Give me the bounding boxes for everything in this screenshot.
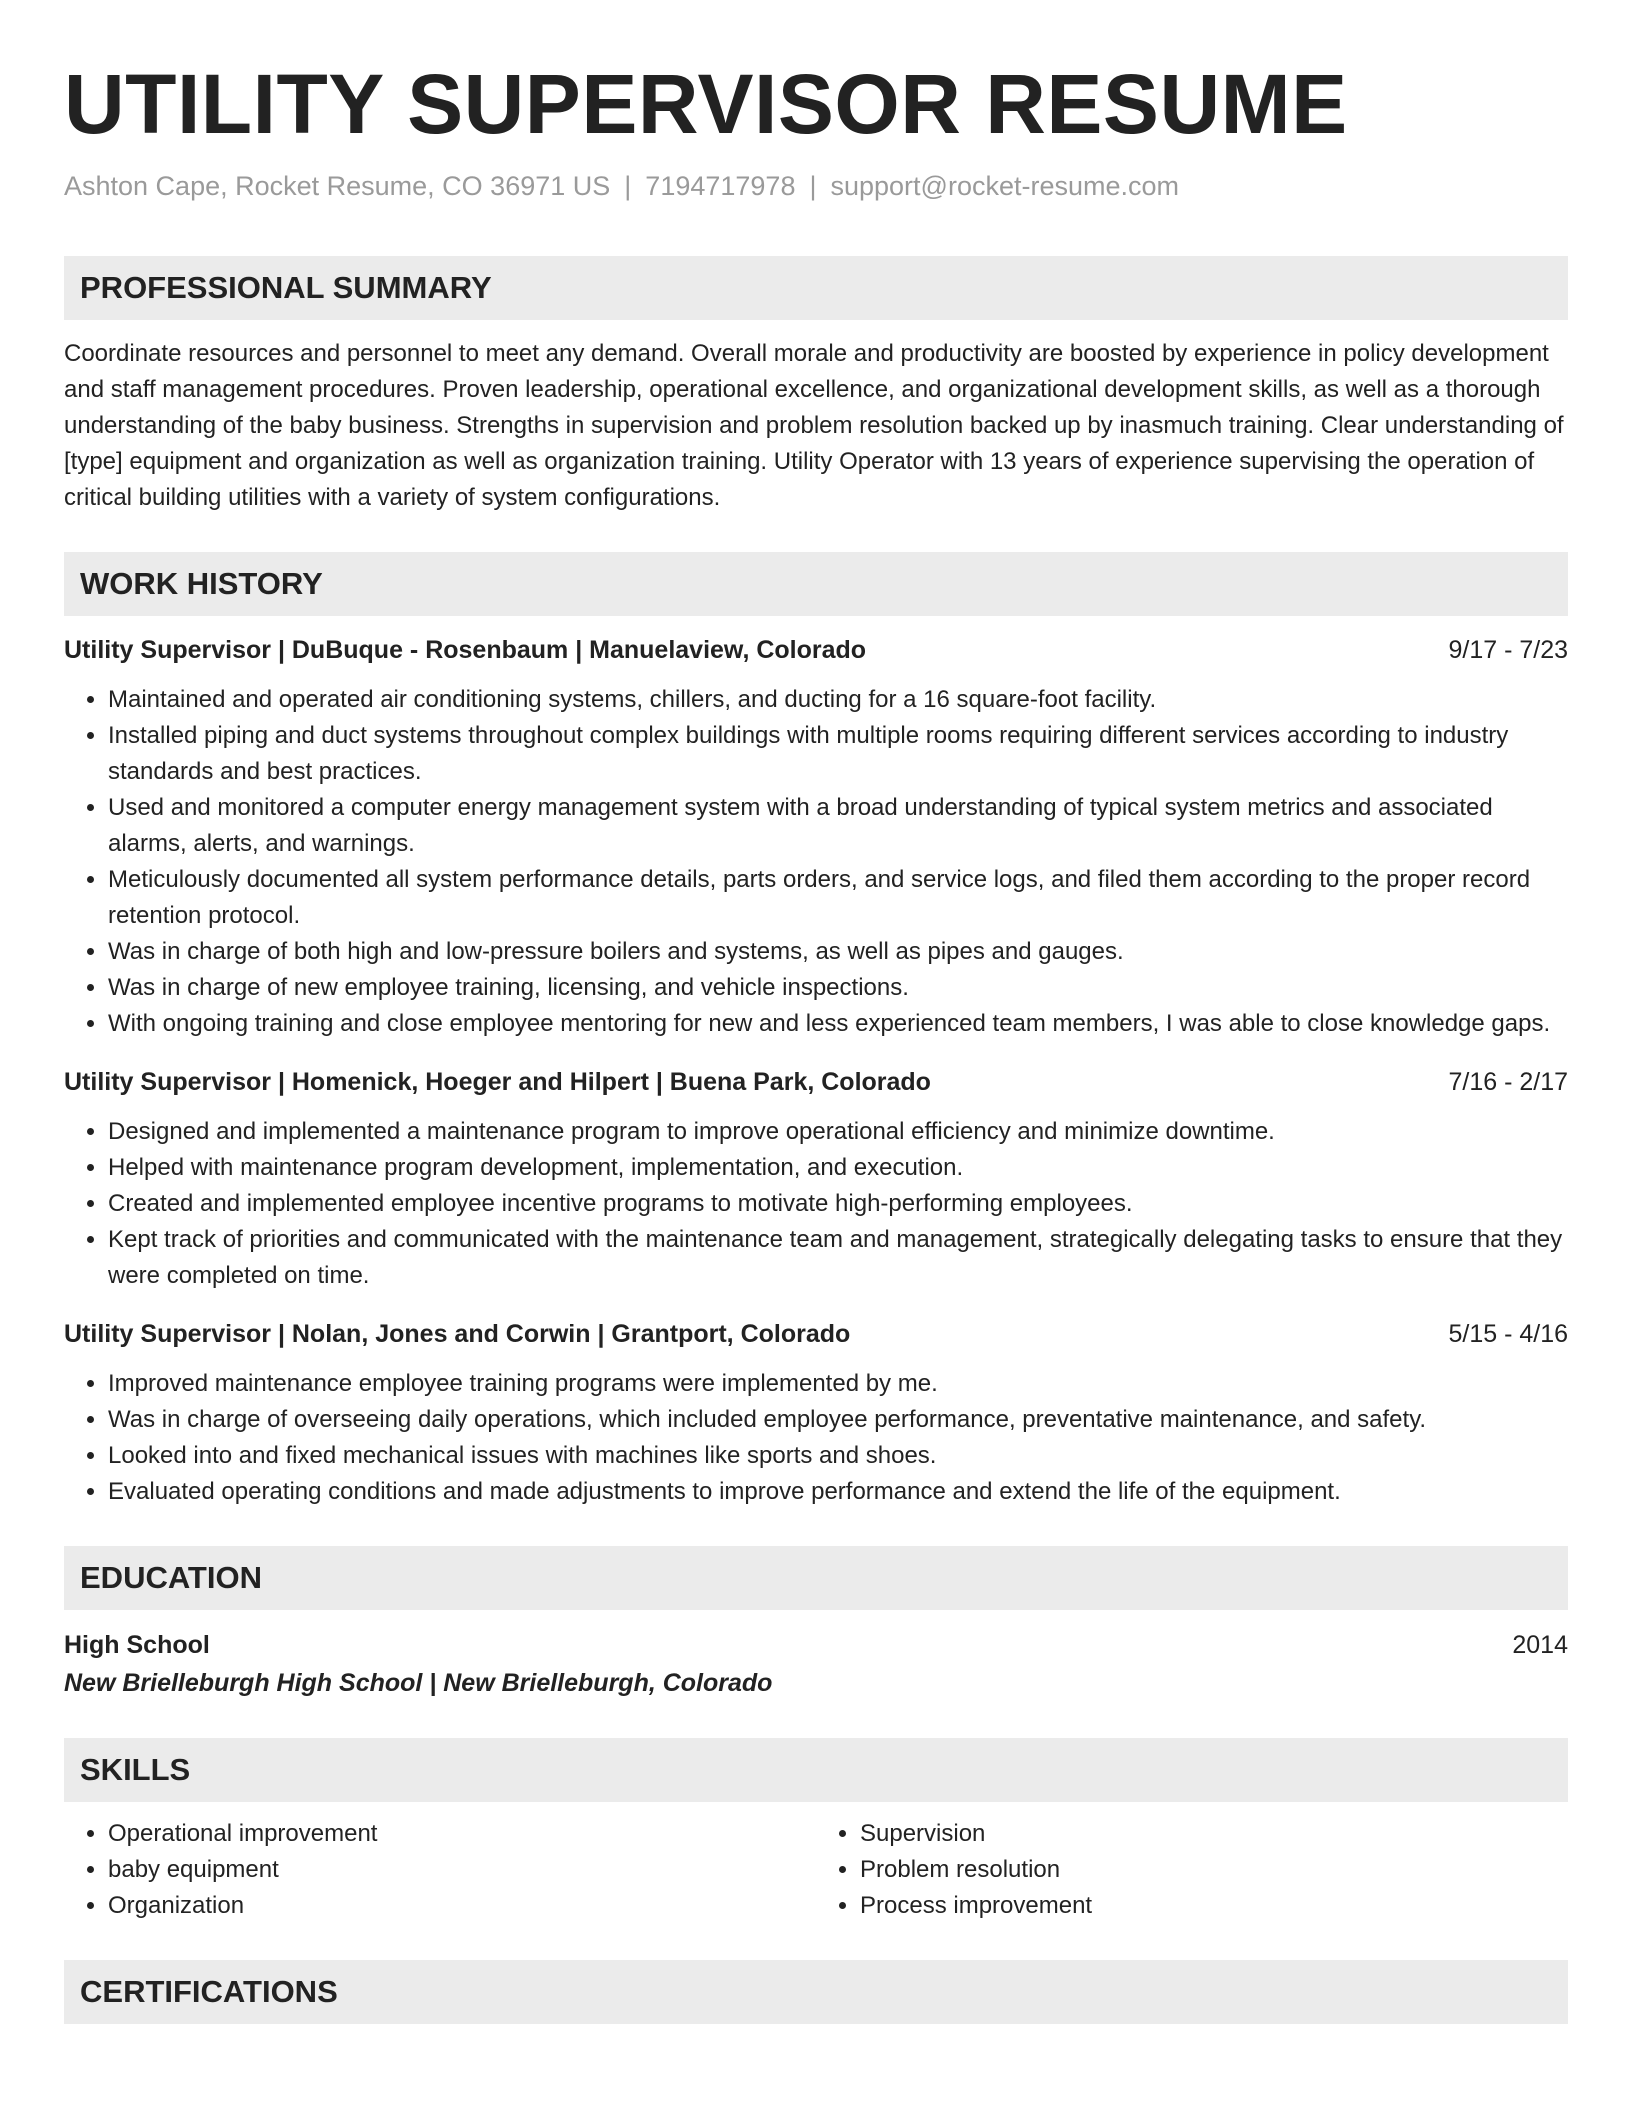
job-bullet: • Was in charge of overseeing daily operations, which included employee performance, preventative maintenance, and safety. [108,1402,1568,1438]
job-heading-row [64,632,1568,668]
job-title: Utility Supervisor | Nolan, Jones and Corwin | Grantport, Colorado [64,1320,851,1348]
skill-item: • Operational improvement [108,1816,816,1852]
contact-address: Ashton Cape, Rocket Resume, CO 36971 US [64,171,611,201]
job-bullet: • With ongoing training and close employee mentoring for new and less experienced team members, I was able to close knowledge gaps. [108,1006,1568,1042]
resume-title: UTILITY SUPERVISOR RESUME [64,57,1348,151]
contact-line [64,166,1568,206]
job-bullet: • Improved maintenance employee training programs were implemented by me. [108,1366,1568,1402]
work-history-list [64,632,1568,1510]
education-entry [64,1626,1568,1664]
job-title: Utility Supervisor | DuBuque - Rosenbaum | Manuelaview, Colorado [64,636,867,664]
job-dates: 7/16 - 2/17 [1448,1068,1568,1096]
job-bullet: • Maintained and operated air conditioning systems, chillers, and ducting for a 16 square-foot facility. [108,682,1568,718]
job-heading-row [64,1064,1568,1100]
summary-text: Coordinate resources and personnel to meet any demand. Overall morale and productivity are boosted by experience in policy development and staff management procedures. Proven leadership, operational excellence, and organizational development skills, as well as a thorough understanding of the baby business. Strengths in supervision and problem resolution backed up by inasmuch training. Clear understanding of [type] equipment and organization as well as organization training. Utility Operator with 13 years of experience supervising the operation of critical building utilities with a variety of system configurations. [64,340,1564,511]
job-bullets [64,1114,1568,1294]
education-year: 2014 [1512,1631,1568,1659]
contact-separator: | [809,171,817,201]
job-bullet: • Was in charge of new employee training, licensing, and vehicle inspections. [108,970,1568,1006]
job-bullet: • Helped with maintenance program development, implementation, and execution. [108,1150,1568,1186]
section-heading-certifications: CERTIFICATIONS [64,1960,1568,2024]
job-bullet: • Evaluated operating conditions and made adjustments to improve performance and extend the life of the equipment. [108,1474,1568,1510]
section-heading-education: EDUCATION [64,1546,1568,1610]
skill-item: • baby equipment [108,1852,816,1888]
section-heading-work: WORK HISTORY [64,552,1568,616]
job-dates: 9/17 - 7/23 [1448,636,1568,664]
job-title: Utility Supervisor | Homenick, Hoeger and Hilpert | Buena Park, Colorado [64,1068,931,1096]
section-heading-summary: PROFESSIONAL SUMMARY [64,256,1568,320]
job-entry [64,1064,1568,1294]
section-heading-skills: SKILLS [64,1738,1568,1802]
job-bullet: • Kept track of priorities and communicated with the maintenance team and management, strategically delegating tasks to ensure that they were completed on time. [108,1222,1568,1294]
job-bullet: • Meticulously documented all system performance details, parts orders, and service logs, and filed them according to the proper record retention protocol. [108,862,1568,934]
skills-column-left [64,1816,816,1924]
education-school: New Brielleburgh High School | New Brielleburgh, Colorado [64,1669,773,1697]
job-bullets [64,1366,1568,1510]
job-bullet: • Installed piping and duct systems throughout complex buildings with multiple rooms requiring different services according to industry standards and best practices. [108,718,1568,790]
job-bullet: • Used and monitored a computer energy management system with a broad understanding of typical system metrics and associated alarms, alerts, and warnings. [108,790,1568,862]
skill-item: • Process improvement [860,1888,1568,1924]
contact-phone: 7194717978 [645,171,796,201]
job-bullet: • Looked into and fixed mechanical issues with machines like sports and shoes. [108,1438,1568,1474]
contact-separator: | [624,171,632,201]
skill-item: • Supervision [860,1816,1568,1852]
job-bullets [64,682,1568,1042]
job-entry [64,632,1568,1042]
job-bullet: • Was in charge of both high and low-pressure boilers and systems, as well as pipes and gauges. [108,934,1568,970]
job-bullet: • Created and implemented employee incentive programs to motivate high-performing employees. [108,1186,1568,1222]
contact-email: support@rocket-resume.com [830,171,1180,201]
skills-column-right [816,1816,1568,1924]
skill-item: • Problem resolution [860,1852,1568,1888]
skill-item: • Organization [108,1888,816,1924]
job-heading-row [64,1316,1568,1352]
job-bullet: • Designed and implemented a maintenance program to improve operational efficiency and minimize downtime. [108,1114,1568,1150]
job-entry [64,1316,1568,1510]
skills-list [64,1816,1568,1924]
education-degree: High School [64,1631,210,1659]
job-dates: 5/15 - 4/16 [1448,1320,1568,1348]
